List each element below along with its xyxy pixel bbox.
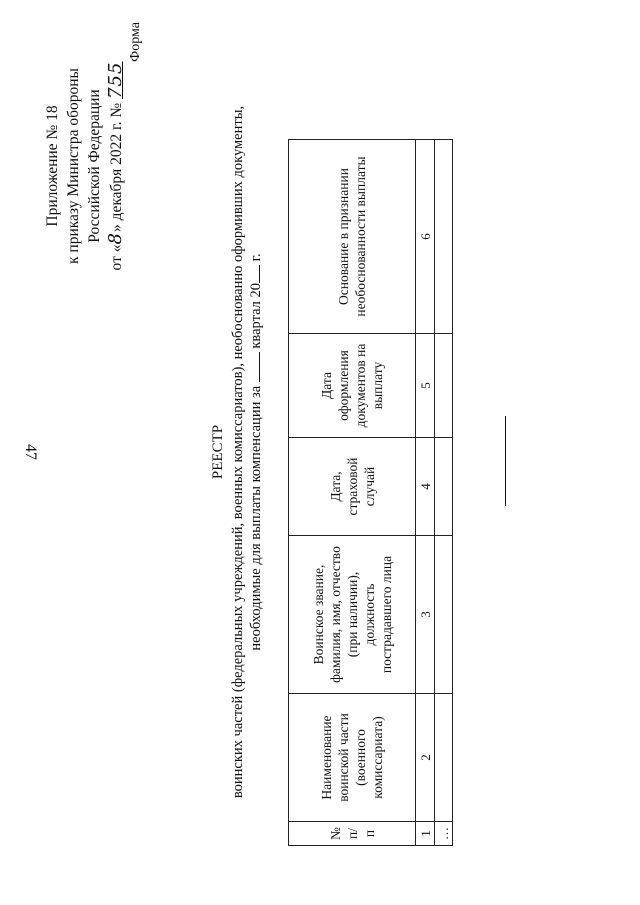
approval-line-appendix: Приложение № 18 xyxy=(44,105,61,227)
registry-table xyxy=(288,139,453,846)
document-title: РЕЕСТР xyxy=(210,424,226,480)
date-prefix: от « xyxy=(108,244,125,271)
subtitle-line-2 xyxy=(247,12,265,892)
table-cell: … xyxy=(435,822,453,846)
table-cell xyxy=(435,536,453,694)
quarter-blank xyxy=(259,352,260,382)
column-number: 5 xyxy=(416,334,435,438)
column-number: 1 xyxy=(416,822,435,846)
header-grounds: Основание в признании необоснованности выплаты xyxy=(289,140,416,334)
subtitle-prefix: необходимые для выплаты компенсации за xyxy=(248,385,264,651)
year-blank xyxy=(259,265,260,283)
approval-line-date xyxy=(105,20,127,312)
subtitle-suffix: г. xyxy=(248,253,264,262)
column-number-row xyxy=(416,140,435,846)
table-cell xyxy=(435,334,453,438)
table-cell xyxy=(435,140,453,334)
table-row xyxy=(435,140,453,846)
table-cell xyxy=(435,438,453,536)
page-number: 47 xyxy=(22,444,39,460)
subtitle-middle: квартал 20 xyxy=(248,282,264,349)
header-unit-name: Наименование воинской части (военного комиссариата) xyxy=(289,694,416,822)
document-subtitle xyxy=(229,12,265,892)
header-number: № п/п xyxy=(289,822,416,846)
column-number: 6 xyxy=(416,140,435,334)
form-label: Форма xyxy=(128,22,143,62)
approval-line-order: к приказу Министра обороны xyxy=(65,68,82,264)
header-documents-date: Дата оформления документов на выплату xyxy=(289,334,416,438)
table-cell xyxy=(435,694,453,822)
signature-line xyxy=(505,416,506,506)
column-number: 2 xyxy=(416,694,435,822)
header-insured-event: Дата, страховой случай xyxy=(289,438,416,536)
handwritten-order-number: 755 xyxy=(105,61,126,99)
handwritten-day: 8 xyxy=(105,232,126,245)
column-number: 3 xyxy=(416,536,435,694)
approval-line-federation: Российской Федерации xyxy=(86,89,103,243)
date-middle: » декабря 2022 г. № xyxy=(108,102,125,233)
table-header-row xyxy=(289,140,416,846)
subtitle-line-1: воинских частей (федеральных учреждений, военных комиссариатов), необоснованно оформивших документы, xyxy=(230,105,246,799)
rotated-page-content xyxy=(30,12,610,892)
column-number: 4 xyxy=(416,438,435,536)
header-person: Воинское звание, фамилия, имя, отчество (при наличии), должность пострадавшего лица xyxy=(289,536,416,694)
approval-block xyxy=(42,20,127,312)
